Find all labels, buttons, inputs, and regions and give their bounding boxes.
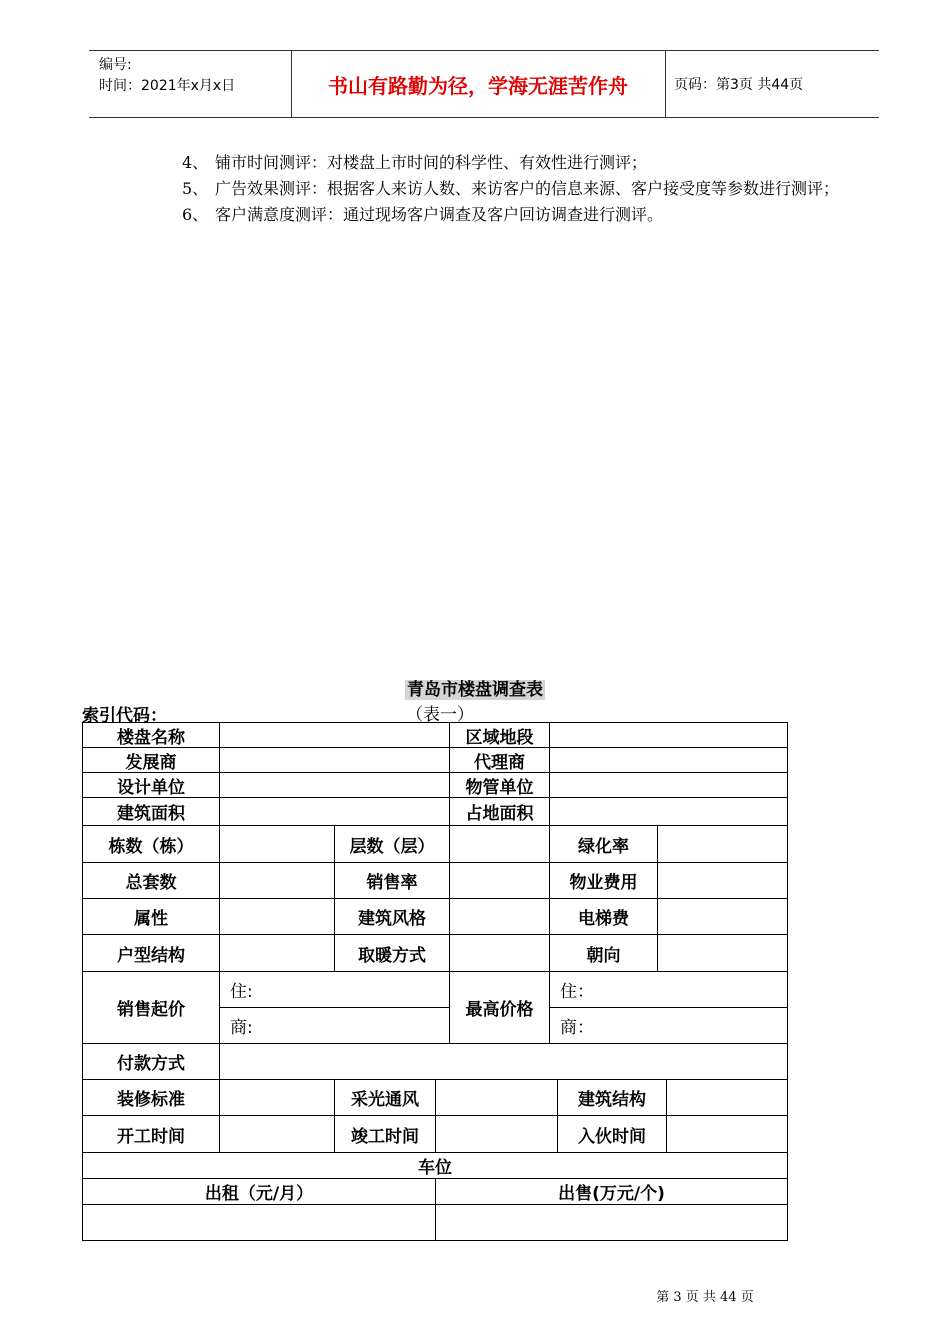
max-price-residential[interactable]: 住： [549,971,788,1008]
value-completion-time[interactable] [435,1115,558,1153]
header-divider [665,51,666,117]
value-unit-structure[interactable] [219,934,335,972]
list-item [182,150,902,176]
value-arch-style[interactable] [449,898,550,935]
label-designer: 设计单位 [82,772,220,798]
value-attribute[interactable] [219,898,335,935]
list-item-text: 铺市时间测评：对楼盘上市时间的科学性、有效性进行测评； [215,153,648,172]
label-rent: 出租（元/月） [82,1178,436,1205]
value-agent[interactable] [549,747,788,773]
value-property-fee[interactable] [657,862,788,899]
serial-label: 编号: [99,57,132,73]
value-sales-rate[interactable] [449,862,550,899]
table-number: （表一） [406,705,474,725]
value-green-rate[interactable] [657,825,788,863]
list-item-text: 广告效果测评：根据客人来访人数、来访客户的信息来源、客户接受度等参数进行测评； [215,179,840,198]
list-item-number: 4、 [182,153,209,172]
value-start-time[interactable] [219,1115,335,1153]
start-price-commercial[interactable]: 商: [219,1007,450,1044]
value-developer[interactable] [219,747,450,773]
label-elevator-fee: 电梯费 [549,898,658,935]
label-max-price: 最高价格 [449,971,550,1044]
header-motto: 书山有路勤为径，学海无涯苦作舟 [328,73,628,98]
label-floors: 层数（层） [334,825,450,863]
label-unit-structure: 户型结构 [82,934,220,972]
value-decoration[interactable] [219,1079,335,1116]
label-build-area: 建筑面积 [82,797,220,826]
value-elevator-fee[interactable] [657,898,788,935]
label-start-time: 开工时间 [82,1115,220,1153]
label-name: 楼盘名称 [82,722,220,748]
index-code-label: 索引代码： [82,706,167,726]
page-header [89,50,879,118]
time-label: 时间：2021年x月x日 [99,78,236,94]
value-name[interactable] [219,722,450,748]
label-agent: 代理商 [449,747,550,773]
label-arch-style: 建筑风格 [334,898,450,935]
label-decoration: 装修标准 [82,1079,220,1116]
label-heating: 取暖方式 [334,934,450,972]
value-build-area[interactable] [219,797,450,826]
label-green-rate: 绿化率 [549,825,658,863]
value-lighting[interactable] [435,1079,558,1116]
value-rent[interactable] [82,1204,436,1241]
label-attribute: 属性 [82,898,220,935]
list-item-text: 客户满意度测评：通过现场客户调查及客户回访调查进行测评。 [215,205,664,224]
label-property-fee: 物业费用 [549,862,658,899]
label-total-units: 总套数 [82,862,220,899]
label-sales-rate: 销售率 [334,862,450,899]
value-move-in[interactable] [666,1115,788,1153]
label-move-in: 入伙时间 [557,1115,667,1153]
label-region: 区域地段 [449,722,550,748]
value-total-units[interactable] [219,862,335,899]
list-item [182,202,902,228]
survey-title: 青岛市楼盘调查表 [407,680,543,700]
value-property-mgr[interactable] [549,772,788,798]
value-region[interactable] [549,722,788,748]
value-heating[interactable] [449,934,550,972]
label-start-price: 销售起价 [82,971,220,1044]
list-item-number: 6、 [182,205,209,224]
value-floors[interactable] [449,825,550,863]
label-structure: 建筑结构 [557,1079,667,1116]
label-lighting: 采光通风 [334,1079,436,1116]
label-payment: 付款方式 [82,1043,220,1080]
evaluation-list [182,150,902,228]
value-payment[interactable] [219,1043,788,1080]
label-orientation: 朝向 [549,934,658,972]
label-land-area: 占地面积 [449,797,550,826]
value-orientation[interactable] [657,934,788,972]
label-sale: 出售(万元/个) [435,1178,788,1205]
header-page-info: 页码：第3页 共44页 [674,77,804,93]
max-price-commercial[interactable]: 商： [549,1007,788,1044]
label-parking: 车位 [82,1152,788,1179]
label-completion-time: 竣工时间 [334,1115,436,1153]
label-buildings: 栋数（栋） [82,825,220,863]
value-designer[interactable] [219,772,450,798]
list-item-number: 5、 [182,179,209,198]
value-sale[interactable] [435,1204,788,1241]
value-structure[interactable] [666,1079,788,1116]
label-developer: 发展商 [82,747,220,773]
page-footer: 第 3 页 共 44 页 [656,1290,754,1305]
value-land-area[interactable] [549,797,788,826]
value-buildings[interactable] [219,825,335,863]
header-meta [99,55,235,97]
label-property-mgr: 物管单位 [449,772,550,798]
list-item [182,176,902,202]
start-price-residential[interactable]: 住: [219,971,450,1008]
